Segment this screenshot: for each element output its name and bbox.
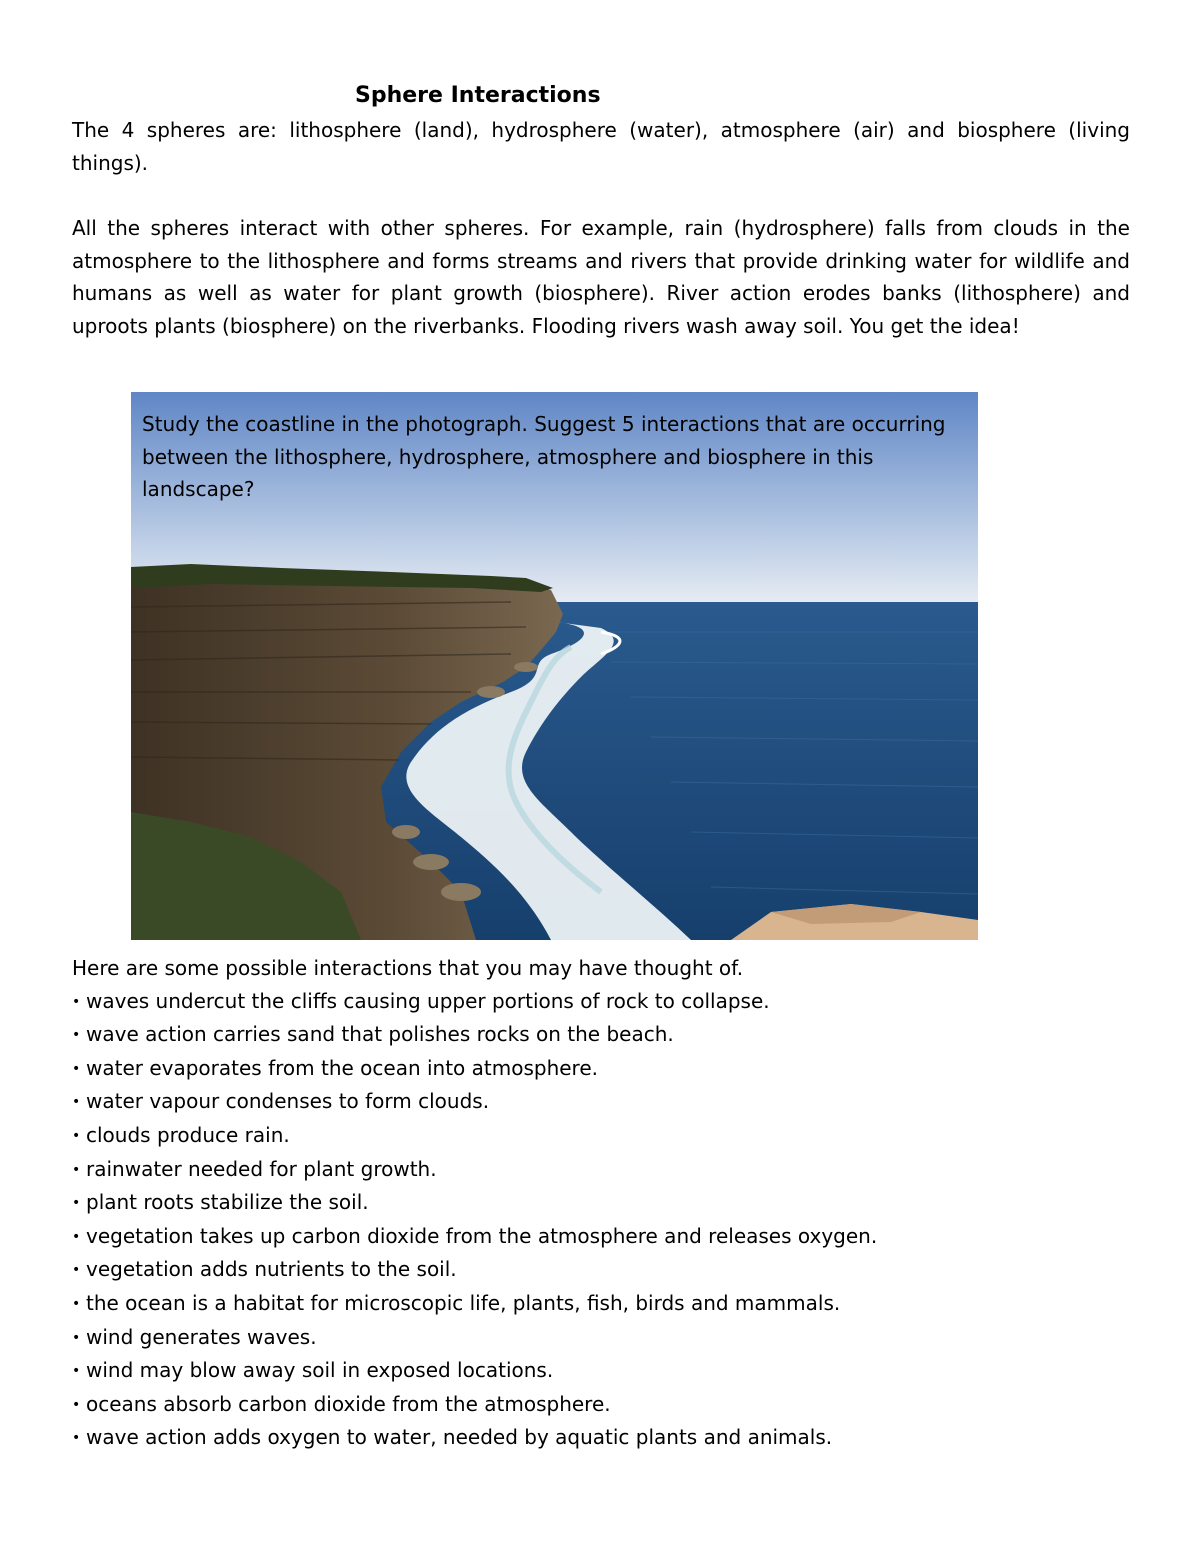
list-item-text: water evaporates from the ocean into atmosphere. [86, 1055, 599, 1080]
bullet-icon: • [72, 1127, 81, 1144]
spheres-definition-paragraph: The 4 spheres are: lithosphere (land), hydrosphere (water), atmosphere (air) and biosphere (living things). [72, 118, 1130, 175]
list-item-text: vegetation adds nutrients to the soil. [86, 1257, 457, 1282]
bullet-icon: • [72, 1195, 81, 1212]
bullet-icon: • [72, 993, 81, 1010]
list-item-text: rainwater needed for plant growth. [86, 1156, 437, 1181]
list-item [72, 1321, 877, 1355]
list-item [72, 1421, 877, 1455]
interactions-list [72, 985, 877, 1455]
list-item-text: water vapour condenses to form clouds. [86, 1089, 490, 1114]
bullet-icon: • [72, 1027, 81, 1044]
list-item-text: the ocean is a habitat for microscopic life, plants, fish, birds and mammals. [86, 1290, 841, 1315]
list-item-text: wind may blow away soil in exposed locations. [86, 1358, 554, 1383]
list-item-text: waves undercut the cliffs causing upper portions of rock to collapse. [86, 988, 770, 1013]
list-item [72, 1153, 877, 1187]
list-item [72, 1085, 877, 1119]
bullet-icon: • [72, 1094, 81, 1111]
bullet-icon: • [72, 1363, 81, 1380]
spheres-interaction-paragraph: All the spheres interact with other spheres. For example, rain (hydrosphere) falls from clouds in the atmosphere to the lithosphere and forms streams and rivers that provide drinking water for wildlife and humans as well as water for plant growth (biosphere). River action erodes banks (lithosphere) and uproots plants (biosphere) on the riverbanks. Flooding rivers wash away soil. You get the idea! [72, 216, 1130, 338]
bullet-icon: • [72, 1430, 81, 1447]
list-item [72, 1354, 877, 1388]
bullet-icon: • [72, 1262, 81, 1279]
list-item-text: wind generates waves. [86, 1324, 317, 1349]
list-item [72, 1220, 877, 1254]
list-item [72, 1052, 877, 1086]
bullet-icon: • [72, 1228, 81, 1245]
answers-intro: Here are some possible interactions that you may have thought of. [72, 956, 744, 980]
bullet-icon: • [72, 1161, 81, 1178]
list-item-text: wave action adds oxygen to water, needed by aquatic plants and animals. [86, 1425, 833, 1450]
list-item [72, 985, 877, 1019]
bullet-icon: • [72, 1329, 81, 1346]
coastline-photograph [131, 392, 978, 940]
list-item-text: plant roots stabilize the soil. [86, 1190, 369, 1215]
list-item [72, 1287, 877, 1321]
list-item-text: clouds produce rain. [86, 1122, 290, 1147]
bullet-icon: • [72, 1396, 81, 1413]
list-item-text: wave action carries sand that polishes rocks on the beach. [86, 1022, 674, 1047]
list-item [72, 1018, 877, 1052]
photograph-question: Study the coastline in the photograph. Suggest 5 interactions that are occurring between the lithosphere, hydrosphere, atmosphere and biosphere in this landscape? [142, 412, 946, 502]
document-title: Sphere Interactions [355, 83, 601, 108]
list-item [72, 1388, 877, 1422]
list-item-text: vegetation takes up carbon dioxide from the atmosphere and releases oxygen. [86, 1223, 878, 1248]
bullet-icon: • [72, 1060, 81, 1077]
list-item-text: oceans absorb carbon dioxide from the atmosphere. [86, 1391, 611, 1416]
list-item [72, 1186, 877, 1220]
bullet-icon: • [72, 1295, 81, 1312]
list-item [72, 1253, 877, 1287]
list-item [72, 1119, 877, 1153]
